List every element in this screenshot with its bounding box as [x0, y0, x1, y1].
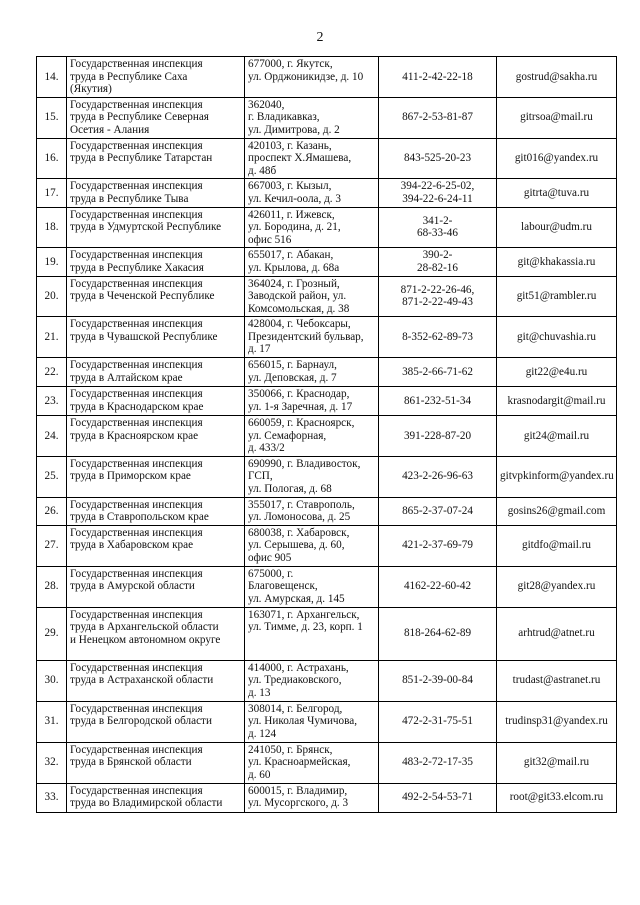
email-address: root@git33.elcom.ru [497, 783, 617, 812]
email-address: labour@udm.ru [497, 207, 617, 248]
phone-line: 391-228-87-20 [403, 429, 472, 442]
phone-number [379, 57, 497, 98]
address-line: ул. Николая Чумичова, [248, 715, 358, 728]
inspection-name-line: труда во Владимирской области [70, 797, 223, 810]
address-line: офис 516 [248, 233, 292, 246]
inspection-name-line: труда в Амурской области [70, 580, 195, 593]
address-line: проспект Х.Ямашева, [248, 152, 352, 165]
inspection-name [67, 607, 245, 660]
page-number: 2 [316, 30, 324, 45]
email-address: git24@mail.ru [497, 416, 617, 457]
inspection-name [67, 317, 245, 358]
email-address: git51@rambler.ru [497, 276, 617, 317]
postal-address [245, 416, 379, 457]
inspection-name [67, 57, 245, 98]
address-line: ул. Бородина, д. 21, [248, 221, 341, 234]
inspection-name [67, 207, 245, 248]
table-row [37, 525, 617, 566]
email-address: arhtrud@atnet.ru [497, 607, 617, 660]
table-row [37, 456, 617, 497]
inspection-name-line: Государственная инспекция [70, 180, 203, 193]
table-row [37, 742, 617, 783]
inspection-name-line: труда в Чеченской Республике [70, 290, 215, 303]
phone-number [379, 742, 497, 783]
address-line: ул. Орджоникидзе, д. 10 [248, 70, 364, 83]
phone-line: 68-33-46 [416, 227, 458, 240]
inspection-name-line: труда в Брянской области [70, 756, 192, 769]
email-address: gitvpkinform@yandex.ru [497, 456, 617, 497]
address-line: 667003, г. Кызыл, [248, 180, 332, 193]
address-line: 414000, г. Астрахань, [248, 661, 349, 674]
address-line: ул. Тимме, д. 23, корп. 1 [248, 621, 363, 634]
row-number: 31. [37, 701, 67, 742]
postal-address [245, 276, 379, 317]
address-line: 655017, г. Абакан, [248, 249, 334, 262]
address-line: 675000, г. [248, 567, 294, 580]
postal-address [245, 358, 379, 387]
inspection-name-line: труда в Белгородской области [70, 715, 212, 728]
phone-number [379, 179, 497, 207]
email-address: git@khakassia.ru [497, 248, 617, 276]
address-line: 355017, г. Ставрополь, [248, 498, 355, 511]
phone-line: 483-2-72-17-35 [402, 756, 473, 769]
inspection-name [67, 138, 245, 179]
inspection-name-line: Государственная инспекция [70, 498, 203, 511]
phone-number [379, 317, 497, 358]
phone-line: 851-2-39-00-84 [402, 674, 473, 687]
email-address: gitdfo@mail.ru [497, 525, 617, 566]
postal-address [245, 317, 379, 358]
inspection-name-line: труда в Алтайском крае [70, 371, 183, 384]
address-line: д. 124 [248, 727, 277, 740]
inspection-name-line: Государственная инспекция [70, 277, 203, 290]
inspection-name-line: труда в Приморском крае [70, 470, 191, 483]
row-number: 32. [37, 742, 67, 783]
postal-address [245, 179, 379, 207]
address-line: 660059, г. Красноярск, [248, 417, 355, 430]
address-line: д. 13 [248, 686, 271, 699]
address-line: 420103, г. Казань, [248, 139, 332, 152]
inspection-name [67, 701, 245, 742]
phone-line: 390-2- [422, 249, 453, 262]
table-row [37, 179, 617, 207]
phone-number [379, 701, 497, 742]
row-number: 30. [37, 660, 67, 701]
phone-line: 28-82-16 [416, 261, 458, 274]
phone-number [379, 566, 497, 607]
inspection-name [67, 742, 245, 783]
inspection-name-line: Государственная инспекция [70, 702, 203, 715]
phone-number [379, 660, 497, 701]
inspection-name-line: Государственная инспекция [70, 567, 203, 580]
row-number: 16. [37, 138, 67, 179]
phone-line: 871-2-22-26-46, [400, 283, 475, 296]
phone-line: 4162-22-60-42 [403, 580, 472, 593]
inspection-name-line: труда в Краснодарском крае [70, 400, 204, 413]
inspection-name-line: Государственная инспекция [70, 608, 203, 621]
inspection-name-line: Государственная инспекция [70, 388, 203, 401]
postal-address [245, 742, 379, 783]
table-row [37, 317, 617, 358]
address-line: Комсомольская, д. 38 [248, 302, 350, 315]
inspection-name-line: Государственная инспекция [70, 784, 203, 797]
postal-address [245, 783, 379, 812]
address-line: ул. Пологая, д. 68 [248, 483, 332, 496]
table-row [37, 207, 617, 248]
address-line: 677000, г. Якутск, [248, 58, 333, 70]
inspection-name-line: труда в Республике Тыва [70, 192, 189, 205]
address-line: 690990, г. Владивосток, [248, 457, 361, 470]
email-address: git016@yandex.ru [497, 138, 617, 179]
address-line: 163071, г. Архангельск, [248, 608, 360, 621]
inspection-name-line: Государственная инспекция [70, 743, 203, 756]
row-number: 22. [37, 358, 67, 387]
phone-line: 341-2- [422, 214, 453, 227]
postal-address [245, 566, 379, 607]
address-line: 241050, г. Брянск, [248, 743, 333, 756]
inspection-name-line: Государственная инспекция [70, 98, 203, 111]
address-line: ул. Крылова, д. 68а [248, 261, 340, 274]
address-line: ул. Красноармейская, [248, 756, 351, 769]
email-address: git32@mail.ru [497, 742, 617, 783]
address-line: ул. Тредиаковского, [248, 674, 342, 687]
inspection-name [67, 566, 245, 607]
phone-number [379, 497, 497, 525]
phone-line: 871-2-22-49-43 [402, 296, 473, 309]
inspection-name-line: Государственная инспекция [70, 417, 203, 430]
email-address: git28@yandex.ru [497, 566, 617, 607]
table-body [37, 57, 617, 813]
address-line: ул. Семафорная, [248, 429, 327, 442]
table-row [37, 566, 617, 607]
inspection-name [67, 497, 245, 525]
inspection-name-line: Государственная инспекция [70, 661, 203, 674]
inspection-name [67, 387, 245, 416]
table-row [37, 138, 617, 179]
phone-line: 818-264-62-89 [403, 627, 472, 640]
postal-address [245, 525, 379, 566]
postal-address [245, 57, 379, 98]
postal-address [245, 387, 379, 416]
address-line: д. 48б [248, 164, 277, 177]
row-number: 29. [37, 607, 67, 660]
phone-number [379, 387, 497, 416]
address-line: 600015, г. Владимир, [248, 784, 348, 797]
address-line: Заводской район, ул. [248, 290, 347, 303]
inspection-name [67, 179, 245, 207]
address-line: ГСП, [248, 470, 273, 483]
row-number: 19. [37, 248, 67, 276]
postal-address [245, 701, 379, 742]
row-number: 18. [37, 207, 67, 248]
address-line: 656015, г. Барнаул, [248, 359, 337, 372]
inspection-name-line: труда в Удмуртской Республике [70, 221, 222, 234]
phone-number [379, 358, 497, 387]
address-line: 364024, г. Грозный, [248, 277, 340, 290]
email-address: trudast@astranet.ru [497, 660, 617, 701]
postal-address [245, 248, 379, 276]
address-line: Благовещенск, [248, 580, 318, 593]
table-row [37, 97, 617, 138]
phone-number [379, 248, 497, 276]
inspection-name-line: труда в Ставропольском крае [70, 511, 209, 524]
postal-address [245, 607, 379, 660]
inspection-name-line: труда в Хабаровском крае [70, 539, 194, 552]
postal-address [245, 660, 379, 701]
table-row [37, 607, 617, 660]
email-address: gosins26@gmail.com [497, 497, 617, 525]
inspection-name-line: труда в Чувашской Республике [70, 330, 218, 343]
email-address: krasnodargit@mail.ru [497, 387, 617, 416]
phone-number [379, 416, 497, 457]
email-address: gitrsoa@mail.ru [497, 97, 617, 138]
inspection-name-line: труда в Красноярском крае [70, 429, 199, 442]
inspection-name-line: труда в Республике Северная [70, 111, 209, 124]
phone-number [379, 525, 497, 566]
inspection-name [67, 783, 245, 812]
row-number: 25. [37, 456, 67, 497]
inspection-name-line: Государственная инспекция [70, 526, 203, 539]
postal-address [245, 456, 379, 497]
address-line: д. 60 [248, 768, 271, 781]
inspection-name [67, 276, 245, 317]
inspection-name-line: труда в Астраханской области [70, 674, 214, 687]
row-number: 33. [37, 783, 67, 812]
phone-line: 394-22-6-25-02, [400, 180, 475, 193]
phone-line: 861-232-51-34 [403, 394, 472, 407]
inspection-name-line: (Якутия) [70, 83, 112, 96]
address-line: ул. 1-я Заречная, д. 17 [248, 400, 353, 413]
phone-number [379, 456, 497, 497]
table-row [37, 57, 617, 98]
inspection-name-line: Государственная инспекция [70, 359, 203, 372]
table-row [37, 660, 617, 701]
phone-line: 411-2-42-22-18 [402, 70, 473, 83]
postal-address [245, 497, 379, 525]
postal-address [245, 207, 379, 248]
postal-address [245, 97, 379, 138]
postal-address [245, 138, 379, 179]
row-number: 28. [37, 566, 67, 607]
row-number: 17. [37, 179, 67, 207]
row-number: 21. [37, 317, 67, 358]
address-line: ул. Серышева, д. 60, [248, 539, 345, 552]
email-address: gostrud@sakha.ru [497, 57, 617, 98]
inspection-name-line: труда в Архангельской области [70, 621, 219, 634]
row-number: 23. [37, 387, 67, 416]
address-line: 362040, [248, 98, 285, 111]
table-row [37, 358, 617, 387]
address-line: ул. Ломоносова, д. 25 [248, 511, 351, 524]
table-row [37, 783, 617, 812]
email-address: git@chuvashia.ru [497, 317, 617, 358]
inspection-name-line: Государственная инспекция [70, 58, 203, 70]
inspection-name-line: Государственная инспекция [70, 249, 203, 262]
row-number: 27. [37, 525, 67, 566]
inspection-name [67, 525, 245, 566]
address-line: 350066, г. Краснодар, [248, 388, 350, 401]
phone-number [379, 207, 497, 248]
table-row [37, 497, 617, 525]
inspection-name-line: Государственная инспекция [70, 139, 203, 152]
inspection-name-line: Государственная инспекция [70, 457, 203, 470]
address-line: д. 17 [248, 343, 271, 356]
inspection-name-line: труда в Республике Саха [70, 70, 188, 83]
email-address: trudinsp31@yandex.ru [497, 701, 617, 742]
address-line: ул. Мусоргского, д. 3 [248, 797, 349, 810]
inspection-name [67, 456, 245, 497]
address-line: ул. Деповская, д. 7 [248, 371, 337, 384]
address-line: ул. Амурская, д. 145 [248, 592, 345, 605]
address-line: г. Владикавказ, [248, 111, 320, 124]
row-number: 14. [37, 57, 67, 98]
row-number: 26. [37, 497, 67, 525]
phone-number [379, 97, 497, 138]
phone-number [379, 276, 497, 317]
phone-line: 421-2-37-69-79 [402, 539, 473, 552]
phone-line: 472-2-31-75-51 [402, 715, 473, 728]
phone-number [379, 607, 497, 660]
address-line: ул. Димитрова, д. 2 [248, 123, 340, 136]
phone-number [379, 783, 497, 812]
inspection-name [67, 248, 245, 276]
inspection-name-line: труда в Республике Хакасия [70, 261, 204, 274]
inspection-name [67, 358, 245, 387]
email-address: git22@e4u.ru [497, 358, 617, 387]
address-line: 426011, г. Ижевск, [248, 208, 335, 221]
phone-line: 394-22-6-24-11 [402, 192, 473, 205]
phone-line: 8-352-62-89-73 [402, 330, 473, 343]
table-row [37, 248, 617, 276]
inspection-name-line: Осетия - Алания [70, 123, 150, 136]
address-line: 308014, г. Белгород, [248, 702, 343, 715]
inspection-name [67, 660, 245, 701]
phone-line: 843-525-20-23 [403, 152, 472, 165]
inspection-name-line: Государственная инспекция [70, 318, 203, 331]
inspection-name [67, 416, 245, 457]
phone-line: 492-2-54-53-71 [402, 791, 473, 804]
address-line: Президентский бульвар, [248, 330, 364, 343]
table-row [37, 416, 617, 457]
phone-line: 867-2-53-81-87 [402, 111, 473, 124]
address-line: д. 433/2 [248, 442, 285, 455]
phone-line: 865-2-37-07-24 [402, 504, 473, 517]
table-row [37, 276, 617, 317]
address-line: 680038, г. Хабаровск, [248, 526, 350, 539]
row-number: 15. [37, 97, 67, 138]
inspection-name [67, 97, 245, 138]
address-line: офис 905 [248, 552, 292, 564]
address-line: ул. Кечил-оола, д. 3 [248, 192, 341, 205]
table-row [37, 701, 617, 742]
phone-number [379, 138, 497, 179]
address-line: 428004, г. Чебоксары, [248, 318, 351, 331]
row-number: 24. [37, 416, 67, 457]
row-number: 20. [37, 276, 67, 317]
inspection-name-line: Государственная инспекция [70, 208, 203, 221]
phone-line: 423-2-26-96-63 [402, 470, 473, 483]
phone-line: 385-2-66-71-62 [402, 365, 473, 378]
inspection-name-line: и Ненецком автономном округе [70, 633, 221, 646]
table-row [37, 387, 617, 416]
inspection-directory-table [36, 56, 617, 813]
email-address: gitrta@tuva.ru [497, 179, 617, 207]
inspection-name-line: труда в Республике Татарстан [70, 152, 213, 165]
